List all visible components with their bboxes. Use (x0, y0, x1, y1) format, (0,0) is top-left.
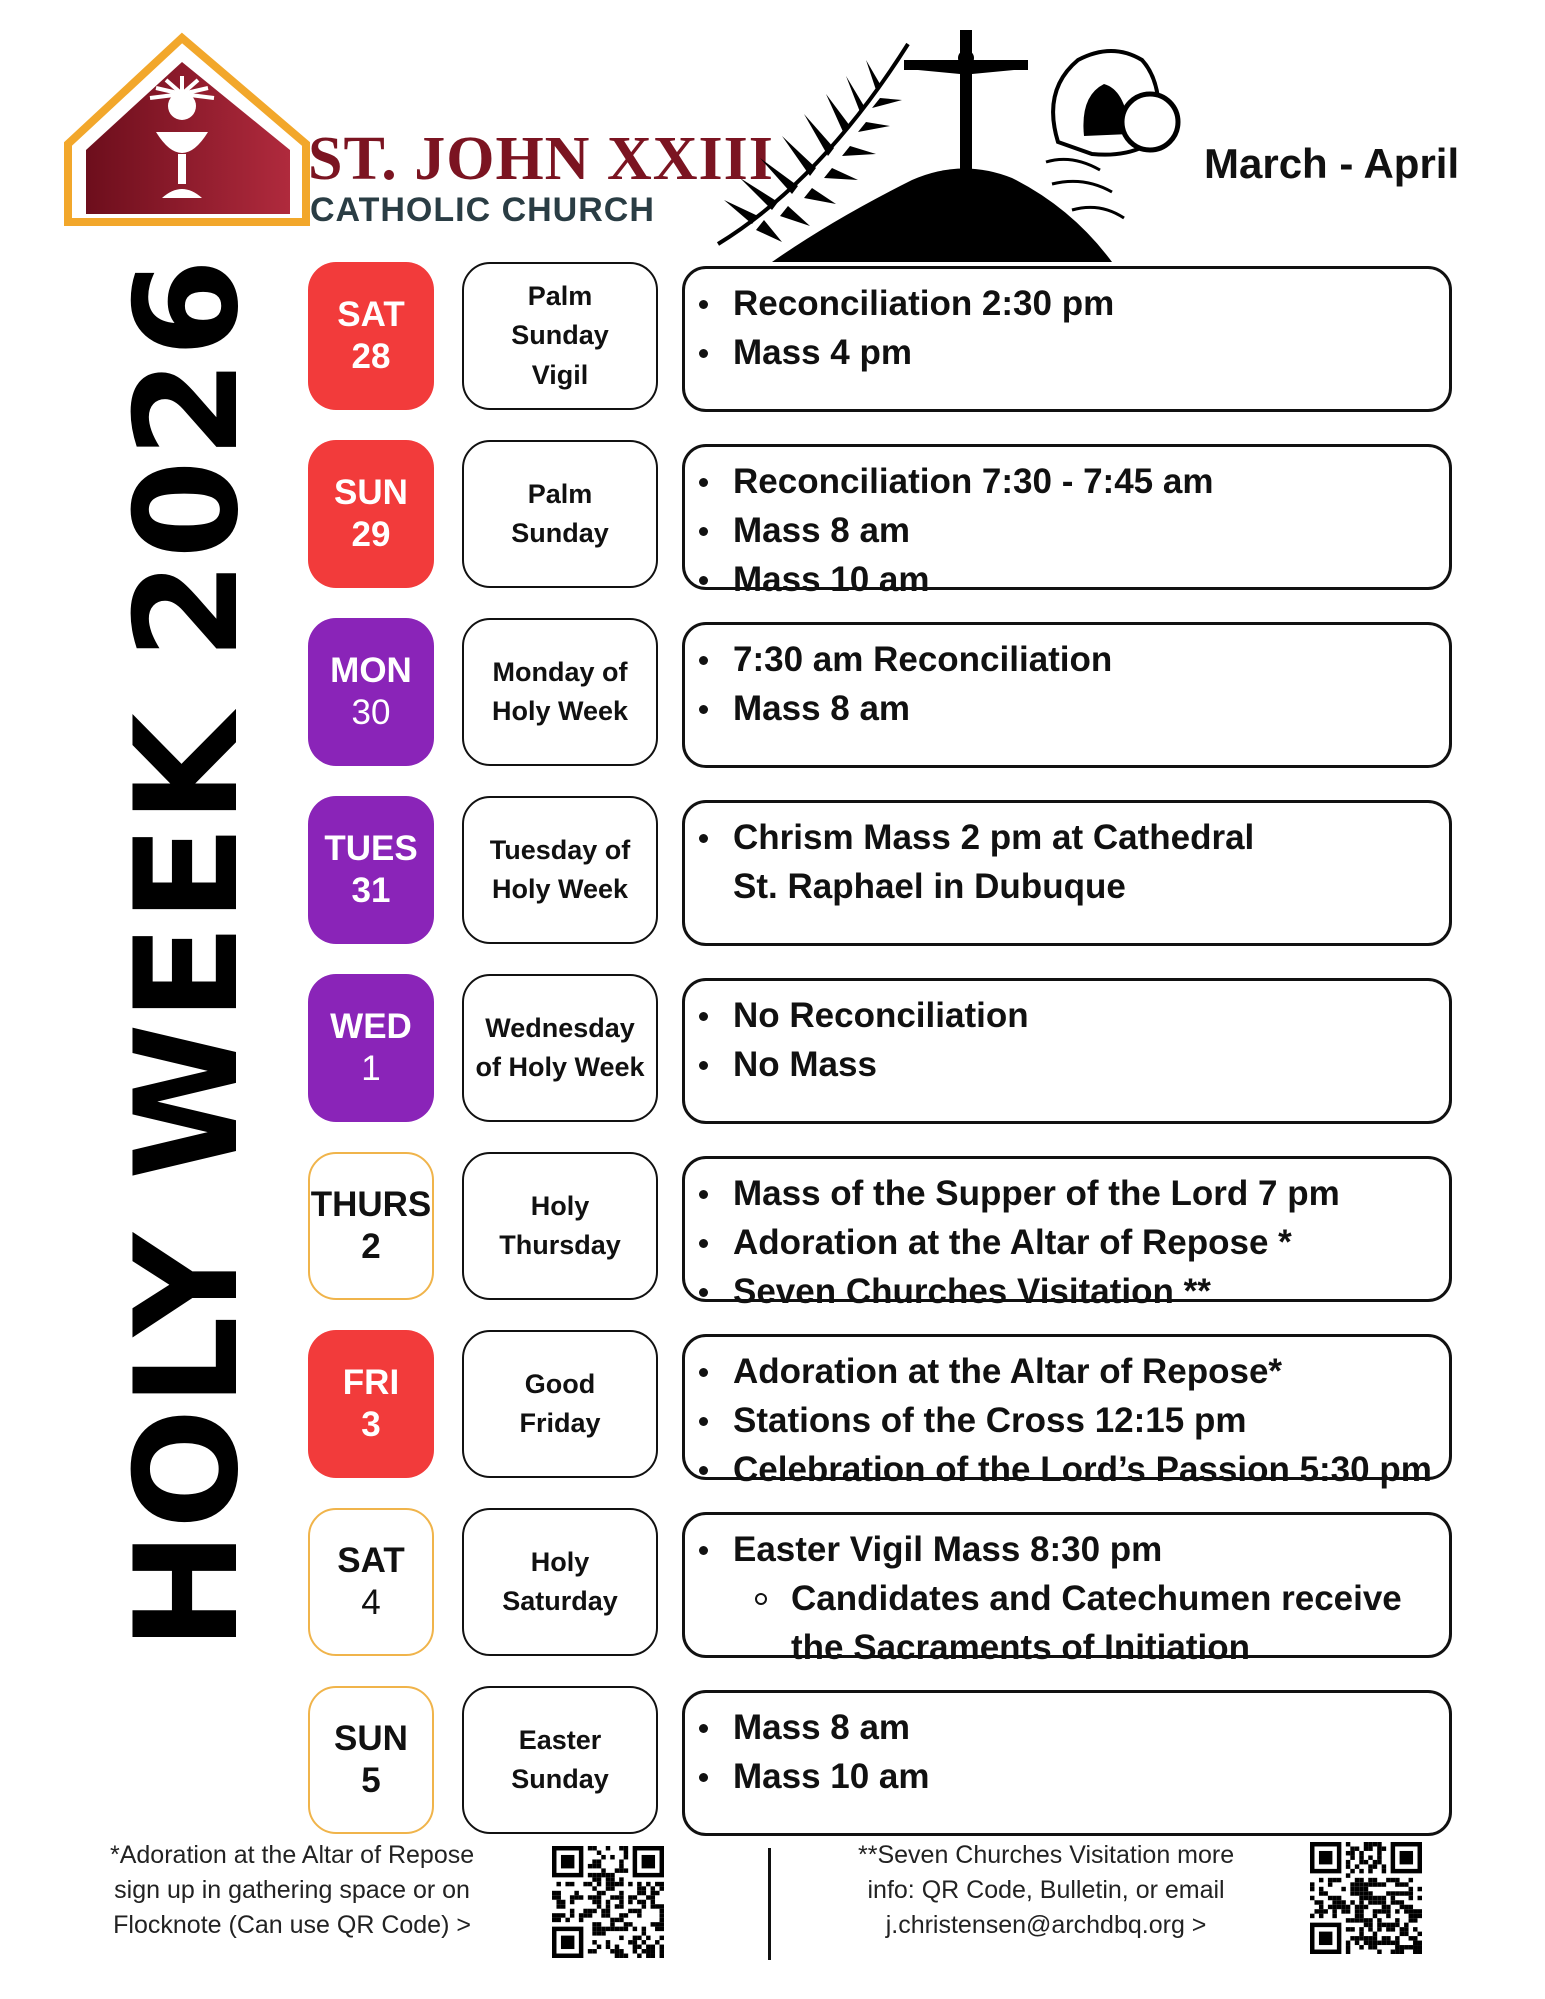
events-box (682, 444, 1452, 599)
events-list (685, 625, 1449, 733)
qr-code-icon[interactable] (552, 1846, 664, 1958)
footnote-line: j.christensen@archdbq.org > (885, 1911, 1207, 1939)
events-list (685, 1337, 1449, 1494)
occasion-box (462, 974, 658, 1122)
occasion-box (462, 618, 658, 766)
events-box (682, 1690, 1452, 1836)
day-date: 5 (361, 1761, 381, 1800)
occasion-line: Holy Week (491, 874, 629, 904)
day-name: TUES (324, 829, 418, 868)
footnote-line: sign up in gathering space or on (114, 1876, 470, 1904)
event-item: Mass 8 am (685, 506, 1449, 555)
occasion-line: Palm (527, 281, 593, 312)
day-date: 3 (361, 1405, 381, 1444)
day-date: 31 (351, 871, 391, 910)
day-name: THURS (310, 1185, 432, 1224)
occasion-line: Tuesday of (489, 834, 631, 865)
event-item: Celebration of the Lord’s Passion 5:30 pm (685, 1445, 1449, 1494)
occasion-box (462, 796, 658, 944)
occasion-line: Saturday (502, 1586, 618, 1616)
event-item: Chrism Mass 2 pm at Cathedral (685, 813, 1449, 862)
day-name: SAT (337, 295, 405, 334)
event-item: Adoration at the Altar of Repose* (685, 1347, 1449, 1396)
day-date: 1 (361, 1049, 381, 1088)
occasion-line: Easter (518, 1724, 602, 1755)
schedule-row (0, 974, 1545, 1124)
events-list (685, 269, 1449, 377)
event-item: Adoration at the Altar of Repose * (685, 1218, 1449, 1267)
day-date: 4 (361, 1583, 381, 1622)
church-subtitle: CATHOLIC CHURCH (310, 191, 655, 229)
event-item: Mass 8 am (685, 684, 1449, 733)
occasion-line: Vigil (531, 359, 589, 390)
day-badge (308, 1508, 434, 1656)
event-item: Mass 10 am (685, 1752, 1449, 1801)
occasion-box (462, 1330, 658, 1478)
occasion-line: Holy (530, 1546, 590, 1577)
occasion-line: Holy Week (491, 696, 629, 726)
occasion-line: Sunday (511, 1764, 609, 1794)
occasion-line: Sunday (511, 518, 609, 548)
occasion-line: Sunday (511, 320, 609, 351)
day-date: 29 (351, 515, 391, 554)
event-item: St. Raphael in Dubuque (733, 867, 1126, 906)
schedule-row (0, 618, 1545, 768)
events-box (682, 1156, 1452, 1311)
occasion-line: of Holy Week (475, 1052, 645, 1082)
event-item: Mass 4 pm (685, 328, 1449, 377)
occasion-box (462, 262, 658, 410)
day-badge (308, 974, 434, 1122)
day-badge (308, 1686, 434, 1834)
calvary-illustration (712, 30, 1182, 262)
occasion-box (462, 1508, 658, 1656)
qr-code-icon[interactable] (1310, 1842, 1422, 1954)
event-item: Seven Churches Visitation ** (685, 1267, 1449, 1316)
event-item: Stations of the Cross 12:15 pm (685, 1396, 1449, 1445)
day-badge (308, 1152, 434, 1300)
day-date: 28 (351, 337, 391, 376)
church-name: ST. JOHN XXIII (308, 125, 774, 193)
footer-divider (768, 1848, 771, 1960)
schedule-row (0, 1152, 1545, 1311)
footnote-line: info: QR Code, Bulletin, or email (867, 1876, 1225, 1904)
events-box (682, 1334, 1452, 1489)
events-list (685, 981, 1449, 1089)
day-name: WED (330, 1007, 412, 1046)
day-name: MON (330, 651, 412, 690)
occasion-line: Friday (519, 1408, 601, 1438)
occasion-line: Palm (527, 478, 593, 509)
schedule-row (0, 440, 1545, 599)
event-item: 7:30 am Reconciliation (685, 635, 1449, 684)
footnote-seven-churches (858, 1838, 1234, 1943)
footnote-line: Flocknote (Can use QR Code) > (113, 1911, 471, 1939)
empty-tomb-icon (1046, 51, 1178, 218)
events-list (685, 1693, 1449, 1801)
schedule-row (0, 1686, 1545, 1836)
occasion-line: Thursday (499, 1230, 621, 1260)
months-label: March - April (1204, 140, 1460, 187)
event-item: Reconciliation 7:30 - 7:45 am (685, 457, 1449, 506)
day-badge (308, 262, 434, 410)
page-title: HOLY WEEK 2026 (105, 256, 270, 1650)
footnote-line: **Seven Churches Visitation more (858, 1841, 1235, 1869)
events-box (682, 978, 1452, 1124)
day-badge (308, 796, 434, 944)
event-item: No Reconciliation (685, 991, 1449, 1040)
occasion-box (462, 440, 658, 588)
day-date: 30 (351, 693, 391, 732)
event-item: Mass 10 am (685, 555, 1449, 604)
event-item: Mass 8 am (685, 1703, 1449, 1752)
occasion-line: Holy (530, 1190, 590, 1221)
events-box (682, 800, 1452, 946)
occasion-box (462, 1152, 658, 1300)
events-list (685, 1159, 1449, 1316)
events-list (685, 1515, 1449, 1672)
footnote-adoration (110, 1838, 474, 1943)
day-badge (308, 1330, 434, 1478)
day-name: FRI (342, 1363, 400, 1402)
event-item: Reconciliation 2:30 pm (685, 279, 1449, 328)
cross-icon (904, 30, 1028, 186)
events-box (682, 622, 1452, 768)
day-badge (308, 618, 434, 766)
schedule-row (0, 796, 1545, 946)
event-item: Easter Vigil Mass 8:30 pm (685, 1525, 1449, 1574)
event-item: Mass of the Supper of the Lord 7 pm (685, 1169, 1449, 1218)
footnote-line: *Adoration at the Altar of Repose (110, 1841, 475, 1869)
day-name: SUN (334, 1719, 408, 1758)
occasion-line: Monday of (492, 656, 628, 687)
events-box (682, 266, 1452, 412)
schedule-row (0, 262, 1545, 412)
day-name: SAT (337, 1541, 405, 1580)
occasion-line: Good (524, 1368, 596, 1399)
event-item: Candidates and Catechumen receive (685, 1574, 1449, 1623)
church-logo (64, 32, 320, 228)
event-item: No Mass (685, 1040, 1449, 1089)
events-list (685, 447, 1449, 604)
event-item: the Sacraments of Initiation (791, 1628, 1250, 1667)
day-date: 2 (361, 1227, 381, 1266)
occasion-box (462, 1686, 658, 1834)
occasion-line: Wednesday (485, 1012, 635, 1043)
schedule-row (0, 1508, 1545, 1667)
events-list (685, 803, 1449, 911)
schedule-row (0, 1330, 1545, 1489)
day-badge (308, 440, 434, 588)
events-box (682, 1512, 1452, 1667)
day-name: SUN (334, 473, 408, 512)
